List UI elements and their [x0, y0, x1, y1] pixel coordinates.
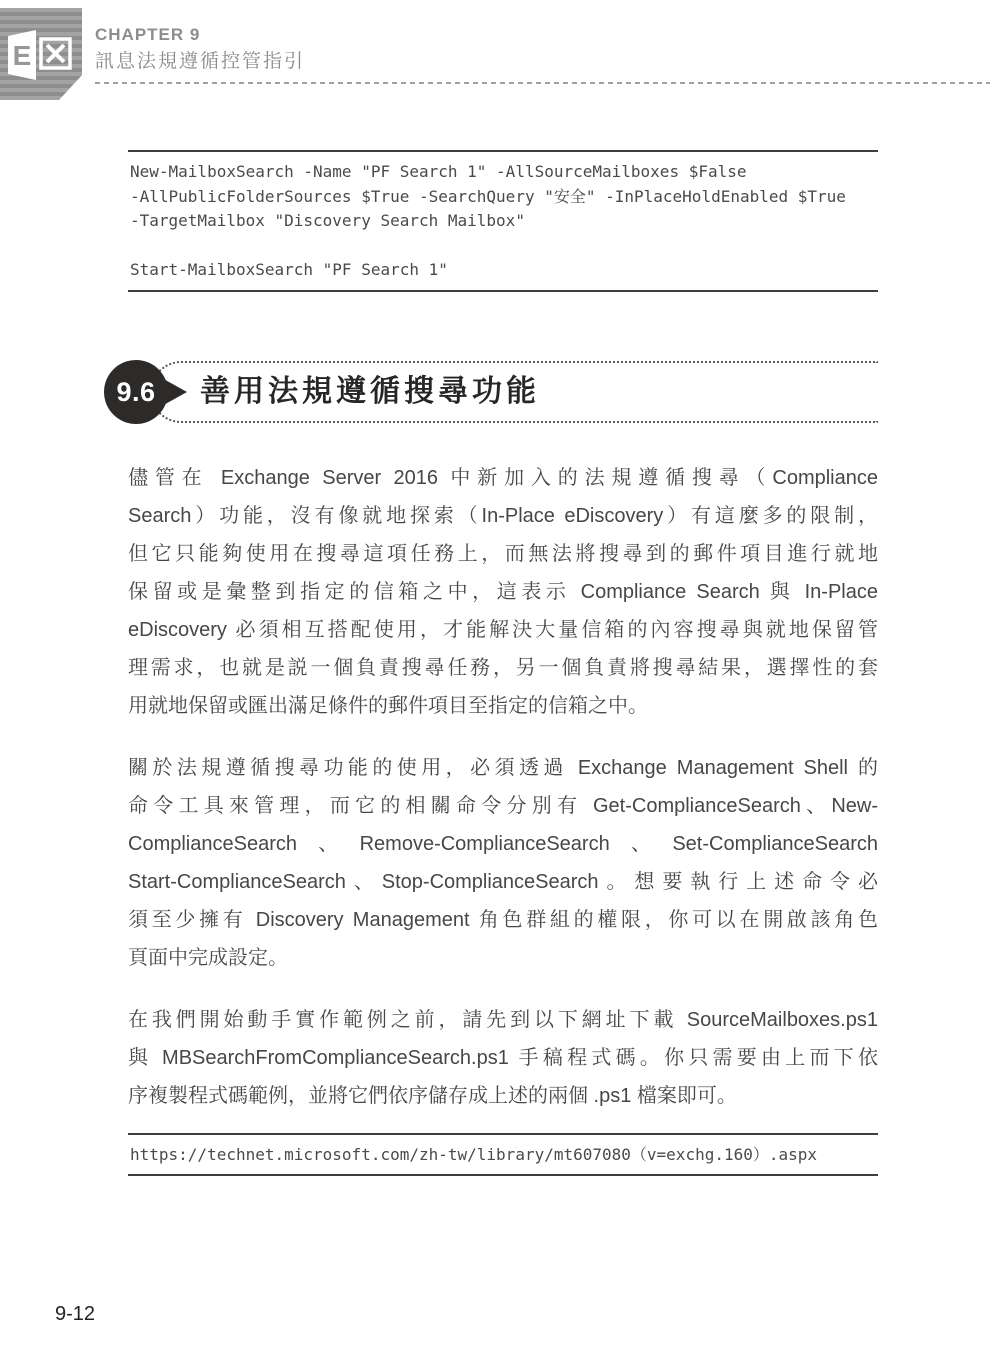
code-line	[130, 234, 878, 259]
paragraph	[128, 749, 878, 977]
paragraph	[128, 1001, 878, 1115]
text-line: ComplianceSearch、Remove-ComplianceSearch、Set-ComplianceSearch	[128, 833, 878, 855]
text-line: eDiscovery 必須相互搭配使用，才能解決大量信箱的內容搜尋與就地保留管	[128, 619, 878, 641]
code-line: -AllPublicFolderSources $True -SearchQuery "安全" -InPlaceHoldEnabled $True	[130, 186, 846, 206]
text-line: 在我們開始動手實作範例之前，請先到以下網址下載 SourceMailboxes.ps1	[128, 1009, 878, 1031]
exchange-logo-badge	[0, 8, 82, 100]
text-line: 命令工具來管理，而它的相關命令分別有 Get-ComplianceSearch、New-	[128, 795, 878, 817]
text-line: Search）功能，沒有像就地探索（In-Place eDiscovery）有這麼多的限制，	[128, 505, 878, 527]
exchange-logo-icon	[8, 28, 74, 82]
text-line: 與 MBSearchFromComplianceSearch.ps1 手稿程式碼。你只需要由上而下依	[128, 1047, 878, 1069]
chapter-title: 訊息法規遵循控管指引	[95, 51, 306, 72]
body-paragraphs	[128, 459, 878, 1115]
section-title: 善用法規遵循搜尋功能	[200, 375, 540, 408]
code-line: -TargetMailbox "Discovery Search Mailbox"	[130, 211, 525, 230]
section-badge-arrow-icon	[160, 377, 187, 407]
text-line: 理需求，也就是説一個負責搜尋任務，另一個負責將搜尋結果，選擇性的套	[128, 657, 878, 679]
text-line: 須至少擁有 Discovery Management 角色群組的權限，你可以在開啟該角色	[128, 909, 878, 931]
text-line: 但它只能夠使用在搜尋這項任務上，而無法將搜尋到的郵件項目進行就地	[128, 543, 878, 565]
chapter-label: CHAPTER 9	[95, 25, 201, 44]
text-line: 儘管在 Exchange Server 2016 中新加入的法規遵循搜尋（Compliance	[128, 467, 878, 489]
section-number: 9.6	[116, 376, 156, 407]
paragraph	[128, 459, 878, 725]
url-text: https://technet.microsoft.com/zh-tw/library/mt607080（v=exchg.160）.aspx	[130, 1145, 818, 1164]
text-line: 用就地保留或匯出滿足條件的郵件項目至指定的信箱之中。	[128, 695, 648, 717]
text-line: Start-ComplianceSearch、Stop-ComplianceSearch。想要執行上述命令必	[128, 871, 878, 893]
text-line: 關於法規遵循搜尋功能的使用，必須透過 Exchange Management Shell 的	[128, 757, 878, 779]
code-block	[128, 150, 878, 292]
url-reference-block	[128, 1133, 878, 1176]
text-line: 保留或是彙整到指定的信箱之中，這表示 Compliance Search 與 In-Place	[128, 581, 878, 603]
header-divider	[95, 82, 990, 84]
text-line: 序複製程式碼範例，並將它們依序儲存成上述的兩個 .ps1 檔案即可。	[128, 1085, 737, 1107]
page-number: 9-12	[55, 1303, 96, 1325]
logo-letter: E	[12, 40, 32, 71]
section-number-badge	[104, 360, 168, 424]
text-line: 頁面中完成設定。	[128, 947, 288, 969]
code-line: New-MailboxSearch -Name "PF Search 1" -AllSourceMailboxes $False	[130, 162, 747, 181]
code-line: Start-MailboxSearch "PF Search 1"	[130, 260, 448, 279]
